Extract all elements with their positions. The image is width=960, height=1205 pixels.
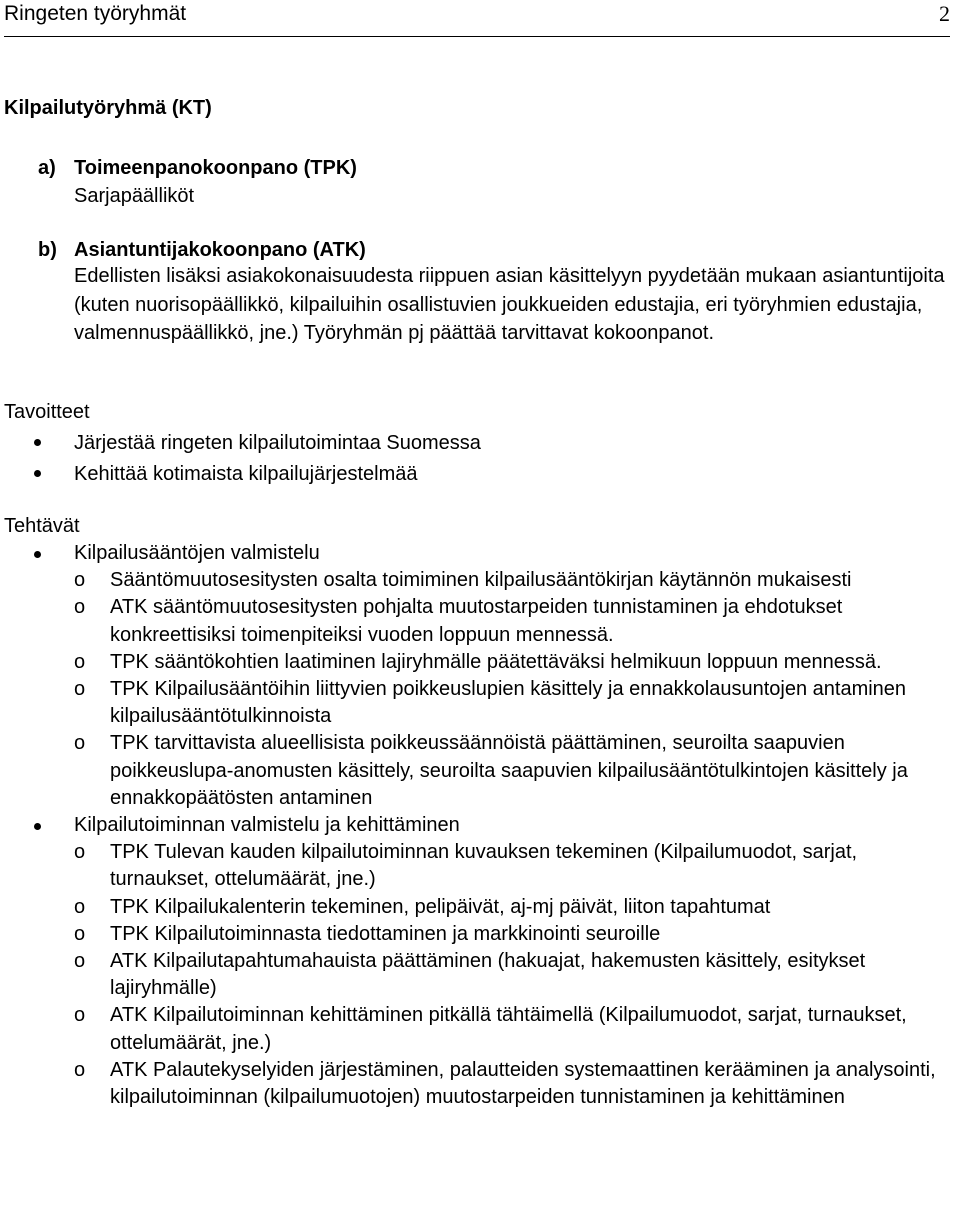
sub-list-item: o TPK tarvittavista alueellisista poikkeussäännöistä päättäminen, seuroilta saapuvien poikkeuslupa-anomusten käsittely, seuroilta saapuvien kilpailusääntötulkintojen käsittely ja ennakkopäätösten antaminen <box>74 732 908 809</box>
org-item-text: Sarjapäälliköt <box>74 185 195 207</box>
sub-list-item: o TPK Kilpailusääntöihin liittyvien poikkeuslupien käsittely ja ennakkolausuntojen antaminen kilpailusääntötulkinnoista <box>74 678 907 728</box>
circle-bullet-icon: o <box>74 732 86 755</box>
circle-bullet-icon: o <box>74 1004 86 1027</box>
bullet-icon <box>34 551 41 558</box>
sub-list <box>74 839 954 1111</box>
list-item: Kilpailusääntöjen valmistelu o Sääntömuutosesitysten osalta toimiminen kilpailusääntökirjan käytännön mukaisesti o ATK sääntömuutosesitysten pohjalta muutostarpeiden tunnistaminen ja ehdotukset konkreettisiksi toimenpiteiksi vuoden loppuun mennessä. o TPK sääntökohtien laatiminen lajiryhmälle päätettäväksi helmikuun loppuun mennessä. o TPK Kilpailusääntöihin liittyvien poikkeuslupien käsittely ja ennakkolausuntojen antaminen kilpailusääntötulkinnoista o TPK tarvittavista alueellisista poikkeussäännöistä päättäminen, seuroilta saapuvien poikkeuslupa-anomusten käsittely, seuroilta saapuvien kilpailusääntötulkintojen käsittely ja ennakkopäätösten antaminen <box>4 540 954 812</box>
tasks-heading: Tehtävät <box>4 515 80 537</box>
org-item-heading: Asiantuntijakokoonpano (ATK) <box>74 239 366 261</box>
sub-list-item: o ATK sääntömuutosesitysten pohjalta muutostarpeiden tunnistaminen ja ehdotukset konkreettisiksi toimenpiteiksi vuoden loppuun mennessä. <box>74 596 843 646</box>
sub-list-item: o TPK Kilpailutoiminnasta tiedottaminen ja markkinointi seuroille <box>74 921 954 948</box>
circle-bullet-icon: o <box>74 950 86 973</box>
circle-bullet-icon: o <box>74 596 86 619</box>
org-item-heading: Toimeenpanokoonpano (TPK) <box>74 157 357 179</box>
org-item-text: Edellisten lisäksi asiakokonaisuudesta riippuen asian käsittelyyn pyydetään mukaan asiantuntijoita (kuten nuorisopäällikkö, kilpailuihin osallistuvien joukkueiden edustajia, eri työryhmien edustajia, valmennuspäällikkö, jne.) Työryhmän pj päättää tarvittavat kokoonpanot. <box>74 265 945 344</box>
goals-list <box>4 428 954 490</box>
circle-bullet-icon: o <box>74 650 86 673</box>
header-title: Ringeten työryhmät <box>4 2 187 25</box>
page-header <box>4 0 954 28</box>
sub-list-item: o TPK sääntökohtien laatiminen lajiryhmälle päätettäväksi helmikuun loppuun mennessä. <box>74 649 954 676</box>
org-item-label: b) <box>38 239 57 261</box>
sub-list-item: o Sääntömuutosesitysten osalta toimiminen kilpailusääntökirjan käytännön mukaisesti <box>74 567 954 594</box>
list-item: Järjestää ringeten kilpailutoimintaa Suomessa <box>4 428 954 459</box>
sub-list-item: o ATK Palautekyselyiden järjestäminen, palautteiden systemaattinen kerääminen ja analysointi, kilpailutoiminnan (kilpailumuotojen) muutostarpeiden tunnistaminen ja kehittäminen <box>74 1058 936 1109</box>
list-item: Kehittää kotimaista kilpailujärjestelmää <box>4 459 954 490</box>
org-item-label: a) <box>38 157 56 179</box>
bullet-icon <box>34 823 41 830</box>
sub-list-item: o TPK Tulevan kauden kilpailutoiminnan kuvauksen tekeminen (Kilpailumuodot, sarjat, turnaukset, ottelumäärät, jne.) <box>74 841 858 891</box>
header-divider <box>4 36 950 37</box>
sub-list-item: o ATK Kilpailutapahtumahauista päättäminen (hakuajat, hakemusten käsittely, esitykset lajiryhmälle) <box>74 950 866 1000</box>
list-item: Kilpailutoiminnan valmistelu ja kehittäminen o TPK Tulevan kauden kilpailutoiminnan kuvauksen tekeminen (Kilpailumuodot, sarjat, turnaukset, ottelumäärät, jne.) o TPK Kilpailukalenterin tekeminen, pelipäivät, aj-mj päivät, liiton tapahtumat o TPK Kilpailutoiminnasta tiedottaminen ja markkinointi seuroille o ATK Kilpailutapahtumahauista päättäminen (hakuajat, hakemusten käsittely, esitykset lajiryhmälle) o ATK Kilpailutoiminnan kehittäminen pitkällä tähtäimellä (Kilpailumuodot, sarjat, turnaukset, ottelumäärät, jne.) o ATK Palautekyselyiden järjestäminen, palautteiden systemaattinen kerääminen ja analysointi, kilpailutoiminnan (kilpailumuotojen) muutostarpeiden tunnistaminen ja kehittäminen <box>4 812 954 1111</box>
circle-bullet-icon: o <box>74 841 86 864</box>
bullet-icon <box>34 439 41 446</box>
circle-bullet-icon: o <box>74 895 86 918</box>
section-title: Kilpailutyöryhmä (KT) <box>4 97 212 119</box>
goals-heading: Tavoitteet <box>4 401 90 423</box>
sub-list <box>74 567 954 812</box>
sub-list-item: o TPK Kilpailukalenterin tekeminen, pelipäivät, aj-mj päivät, liiton tapahtumat <box>74 894 954 921</box>
circle-bullet-icon: o <box>74 678 86 701</box>
sub-list-item: o ATK Kilpailutoiminnan kehittäminen pitkällä tähtäimellä (Kilpailumuodot, sarjat, turnaukset, ottelumäärät, jne.) <box>74 1004 907 1054</box>
document-page <box>4 0 954 1109</box>
page-number: 2 <box>939 1 950 26</box>
circle-bullet-icon: o <box>74 569 86 592</box>
bullet-icon <box>34 470 41 477</box>
tasks-list <box>4 540 954 1111</box>
circle-bullet-icon: o <box>74 1058 86 1081</box>
circle-bullet-icon: o <box>74 922 86 945</box>
